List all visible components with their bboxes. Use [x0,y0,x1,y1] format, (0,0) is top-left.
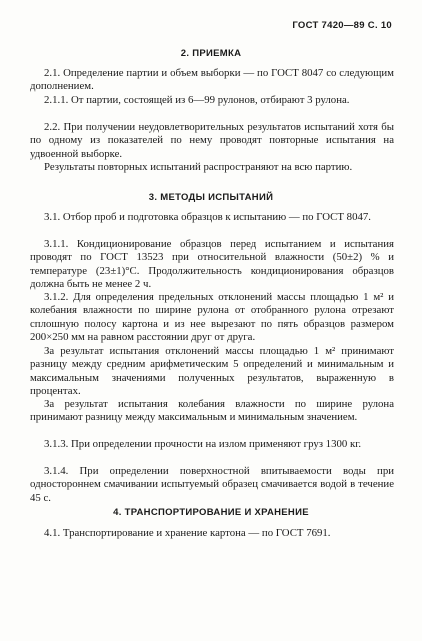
paragraph: За результат испытания колебания влажности по ширине рулона принимают разницу между максимальным и минимальным значением. [30,398,394,424]
paragraph: 3.1.2. Для определения предельных отклонений массы площадью 1 м² и колебания влажности по ширине рулона от отобранного рулона отрезают сплошную полосу картона и из нее вырезают по пять образцов размером 200×250 мм на равном расстоянии друг от друга. [30,291,394,343]
paragraph: 2.1.1. От партии, состоящей из 6—99 рулонов, отбирают 3 рулона. [44,94,350,106]
paragraph: 3.1.3. При определении прочности на излом применяют груз 1300 кг. [44,438,362,450]
paragraph: Результаты повторных испытаний распространяют на всю партию. [44,161,353,173]
page-header: ГОСТ 7420—89 С. 10 [292,20,392,31]
paragraph: 3.1.4. При определении поверхностной впитываемости воды при одностороннем смачивании испытуемый образец смачивается водой в течение 45 с. [30,465,394,504]
section-title-transport-storage: 4. ТРАНСПОРТИРОВАНИЕ И ХРАНЕНИЕ [113,507,309,518]
paragraph: 2.1. Определение партии и объем выборки — по ГОСТ 8047 со следующим дополнением. [30,67,394,93]
paragraph: 3.1.1. Кондиционирование образцов перед испытанием и испытания проводят по ГОСТ 13523 при относительной влажности (50±2) % и температуре (23±1)°С. Продолжительность кондиционирования образцов должна быть не менее 2 ч. [30,238,394,290]
paragraph: 2.2. При получении неудовлетворительных результатов испытаний хотя бы по одному из показателей по нему проводят повторные испытания на удвоенной выборке. [30,121,394,160]
paragraph: За результат испытания отклонений массы площадью 1 м² принимают разницу между средним арифметическим 5 определений и минимальным и максимальным значениями полученных результатов, выраженную в процентах. [30,345,394,397]
paragraph: 4.1. Транспортирование и хранение картона — по ГОСТ 7691. [44,527,331,539]
paragraph: 3.1. Отбор проб и подготовка образцов к испытанию — по ГОСТ 8047. [44,211,371,223]
section-title-acceptance: 2. ПРИЕМКА [180,48,242,59]
section-title-test-methods: 3. МЕТОДЫ ИСПЫТАНИЙ [148,192,274,203]
